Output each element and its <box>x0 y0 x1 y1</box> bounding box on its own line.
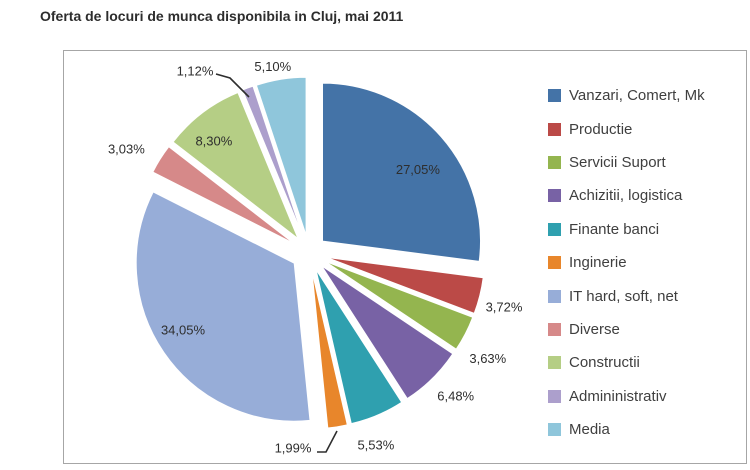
pct-label-0: 27,05% <box>395 162 440 178</box>
pct-label-1: 3,72% <box>485 299 523 315</box>
legend-swatch-icon <box>548 290 561 303</box>
legend-swatch-icon <box>548 390 561 403</box>
pct-label-8: 8,30% <box>195 133 233 149</box>
legend-label: Media <box>569 421 610 439</box>
legend-swatch-icon <box>548 156 561 169</box>
legend-swatch-icon <box>548 123 561 136</box>
pct-label-10: 5,10% <box>254 58 292 74</box>
legend-swatch-icon <box>548 423 561 436</box>
pct-label-3: 6,48% <box>437 388 475 404</box>
legend-item-7 <box>548 313 743 346</box>
pct-label-6: 34,05% <box>160 322 206 338</box>
legend-label: Constructii <box>569 354 640 372</box>
legend-label: Inginerie <box>569 254 627 272</box>
legend-swatch-icon <box>548 356 561 369</box>
legend-item-9 <box>548 380 743 413</box>
chart-title: Oferta de locuri de munca disponibila in Cluj, mai 2011 <box>40 8 404 24</box>
legend-item-10 <box>548 413 743 446</box>
legend-item-4 <box>548 213 743 246</box>
legend-item-0 <box>548 79 743 112</box>
legend-item-3 <box>548 179 743 212</box>
legend-label: Servicii Suport <box>569 153 666 171</box>
leader-line-5 <box>317 431 337 452</box>
legend-item-8 <box>548 346 743 379</box>
legend-swatch-icon <box>548 89 561 102</box>
legend-item-6 <box>548 279 743 312</box>
legend-item-2 <box>548 146 743 179</box>
legend-label: Diverse <box>569 320 620 338</box>
pct-label-9: 1,12% <box>176 63 214 79</box>
pct-label-5: 1,99% <box>274 440 312 456</box>
legend-swatch-icon <box>548 223 561 236</box>
legend-swatch-icon <box>548 256 561 269</box>
legend-item-1 <box>548 112 743 145</box>
legend-label: Vanzari, Comert, Mk <box>569 87 705 105</box>
legend <box>548 79 743 446</box>
legend-label: Admininistrativ <box>569 387 667 405</box>
chart-area <box>63 50 747 464</box>
legend-item-5 <box>548 246 743 279</box>
legend-label: IT hard, soft, net <box>569 287 678 305</box>
legend-swatch-icon <box>548 323 561 336</box>
legend-label: Productie <box>569 120 633 138</box>
pct-label-7: 3,03% <box>107 141 145 157</box>
legend-swatch-icon <box>548 189 561 202</box>
pct-label-4: 5,53% <box>357 437 395 453</box>
legend-label: Achizitii, logistica <box>569 187 683 205</box>
pct-label-2: 3,63% <box>469 350 507 366</box>
legend-label: Finante banci <box>569 220 660 238</box>
